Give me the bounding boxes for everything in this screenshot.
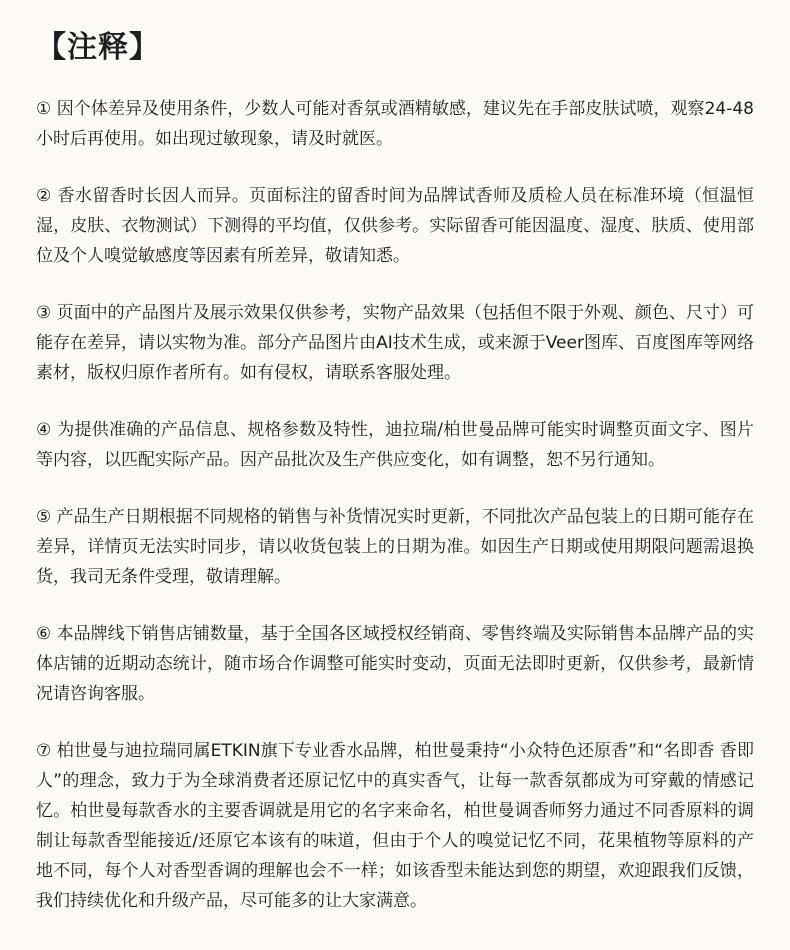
page-title: 【注释】 bbox=[36, 30, 160, 65]
note-2: ② 香水留香时长因人而异。页面标注的留香时间为品牌试香师及质检人员在标准环境（恒温恒湿，皮肤、衣物测试）下测得的平均值，仅供参考。实际留香可能因温度、湿度、肤质、使用部位及个人嗅觉敏感度等因素有所差异，敬请知悉。 bbox=[36, 186, 754, 266]
note-6: ⑥ 本品牌线下销售店铺数量，基于全国各区域授权经销商、零售终端及实际销售本品牌产品的实体店铺的近期动态统计，随市场合作调整可能实时变动，页面无法即时更新，仅供参考，最新情况请咨询客服。 bbox=[36, 624, 754, 704]
note-7: ⑦ 柏世曼与迪拉瑞同属ETKIN旗下专业香水品牌，柏世曼秉持“小众特色还原香”和“名即香 香即人”的理念，致力于为全球消费者还原记忆中的真实香气，让每一款香氛都成为可穿戴的情感记忆。柏世曼每款香水的主要香调就是用它的名字来命名，柏世曼调香师努力通过不同香原料的调制让每款香型能接近/还原它本该有的味道，但由于个人的嗅觉记忆不同，花果植物等原料的产地不同，每个人对香型香调的理解也会不一样；如该香型未能达到您的期望，欢迎跟我们反馈，我们持续优化和升级产品，尽可能多的让大家满意。 bbox=[36, 741, 754, 911]
note-4: ④ 为提供准确的产品信息、规格参数及特性，迪拉瑞/柏世曼品牌可能实时调整页面文字、图片等内容，以匹配实际产品。因产品批次及生产供应变化，如有调整，恕不另行通知。 bbox=[36, 420, 754, 470]
note-3: ③ 页面中的产品图片及展示效果仅供参考，实物产品效果（包括但不限于外观、颜色、尺寸）可能存在差异，请以实物为准。部分产品图片由AI技术生成，或来源于Veer图库、百度图库等网络素材，版权归原作者所有。如有侵权，请联系客服处理。 bbox=[36, 303, 754, 383]
note-1: ① 因个体差异及使用条件，少数人可能对香氛或酒精敏感，建议先在手部皮肤试喷，观察24-48小时后再使用。如出现过敏现象，请及时就医。 bbox=[36, 99, 754, 149]
note-5: ⑤ 产品生产日期根据不同规格的销售与补货情况实时更新，不同批次产品包装上的日期可能存在差异，详情页无法实时同步，请以收货包装上的日期为准。如因生产日期或使用期限问题需退换货，我司无条件受理，敬请理解。 bbox=[36, 507, 754, 587]
